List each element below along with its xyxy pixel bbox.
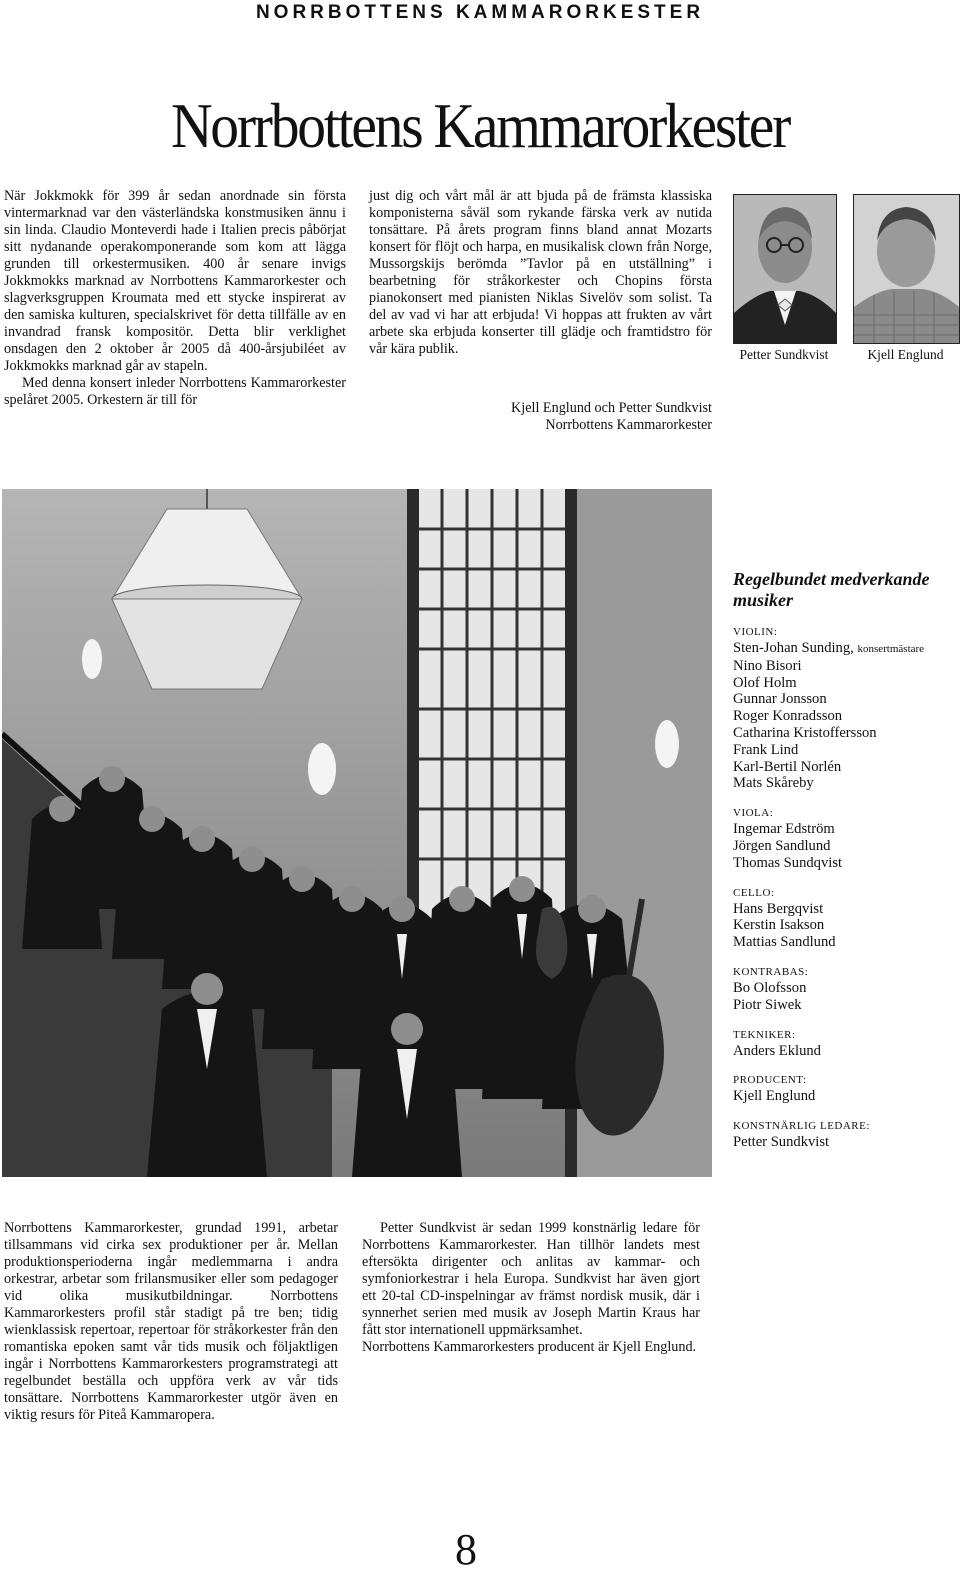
member-name: Bo Olofsson — [733, 979, 807, 996]
member-name: Catharina Kristoffersson — [733, 724, 877, 741]
section-title: KONTRABAS: — [733, 965, 809, 978]
credits-section — [733, 806, 958, 871]
signature-names: Kjell Englund och Petter Sundkvist — [511, 400, 712, 416]
body-paragraph: Norrbottens Kammarorkester, grundad 1991, arbetar tillsammans vid cirka sex produktioner per år. Mellan produktionsperioderna ingår medlemmarna i andra orkestrar, arbetar som frilansmusiker eller som pedagoger vid olika musikutbildningar. Norrbottens Kammarorkesters profil står stadigt på tre ben; tidig wienklassisk repertoar, repertoar för stråkorkester från den romantiska epoken samt vår tids musik och följaktligen ingår i Norrbottens Kammarorkesters programstrategi att regelbundet beställa och uppföra verk av vår tids tonsättare. Norrbottens Kammarorkester utgör även en viktig resurs för Piteå Kammaropera. — [4, 1220, 338, 1423]
intro-left-column — [4, 188, 346, 409]
member-name: Kjell Englund — [733, 1088, 816, 1105]
portrait-photo-kjell — [853, 194, 960, 344]
member-role: konsertmästare — [857, 643, 925, 655]
bottom-left-column — [4, 1220, 338, 1424]
section-title: PRODUCENT: — [733, 1074, 807, 1087]
signature — [369, 400, 712, 434]
orchestra-photo-icon — [2, 489, 712, 1177]
body-paragraph: Petter Sundkvist är sedan 1999 konstnärlig ledare för Norrbottens Kammarorkester. Han tillhör landets mest eftersökta dirigenter och anlitas av kammar- och symfoniorkestrar i hela Europa. Sundkvist har även gjort ett 20-tal CD-inspelningar av främst nordisk musik, där i synnerhet serien med musik av Joseph Martin Kraus har fått stor internationell uppmärksamhet. — [362, 1220, 700, 1338]
portrait-caption: Petter Sundkvist — [739, 347, 829, 362]
intro-paragraph: just dig och vårt mål är att bjuda på de främsta klassiska komponisterna såväl som rykande färska verk av nutida tonsättare. På årets program finns bland annat Mozarts konsert för flöjt och harpa, en musikalisk clown från Norge, Mussorgskijs berömda ”Tavlor på en utställning” i bearbetning för stråkorkester och Chopins första pianokonsert med pianisten Niklas Sivelöv som solist. Ta del av vad vi har att erbjuda! Vi hoppas att frukten av vårt arbete ska erbjuda konserter till glädje och framtidstro för vår kära publik. — [369, 188, 712, 357]
intro-paragraph: När Jokkmokk för 399 år sedan anordnade sin första vintermarknad var den västerländska konstmusiken ännu i sin linda. Claudio Monteverdi hade i Italien precis påbörjat sitt nydanande operakomponerande som kom att lägga grunden till orkestermusiken. 400 år senare invigs Jokkmokks marknad av Norrbottens Kammarorkester och slagverksgruppen Kroumata med ett stycke inspirerat av den samiska kulturen, specialskrivet för detta tillfälle av en invandrad fransk kompositör. Detta blir verklighet onsdagen den 2 oktober år 2005 då 400-årsjubiléet av Jokkmokks marknad går av stapeln. — [4, 188, 346, 374]
member-name: Roger Konradsson — [733, 708, 843, 725]
credits-section — [733, 1119, 958, 1151]
section-title: VIOLIN: — [733, 626, 778, 638]
member-name: Thomas Sundqvist — [733, 854, 843, 871]
member-name: Gunnar Jonsson — [733, 691, 827, 708]
member-name: Petter Sundkvist — [733, 1134, 830, 1151]
member-name: Nino Bisori — [733, 657, 802, 674]
person-silhouette-icon — [734, 195, 836, 343]
credits-section — [733, 625, 958, 792]
member-name: Kerstin Isakson — [733, 917, 825, 934]
section-title: CELLO: — [733, 886, 775, 899]
portrait-photo-petter — [733, 194, 837, 344]
page-title: Norrbottens Kammarorkester — [170, 90, 790, 161]
body-paragraph: Norrbottens Kammarorkesters producent är Kjell Englund. — [362, 1339, 697, 1355]
credits-section — [733, 1073, 958, 1105]
page-number: 8 — [455, 1525, 477, 1574]
section-title: VIOLA: — [733, 807, 774, 820]
credits-section — [733, 965, 958, 1014]
musician-credits — [733, 569, 958, 1165]
intro-right-column — [369, 188, 712, 358]
member-name: Sten-Johan Sunding, konsertmästare — [733, 640, 925, 656]
member-name: Olof Holm — [733, 674, 797, 691]
section-title: KONSTNÄRLIG LEDARE: — [733, 1120, 870, 1133]
member-name: Jörgen Sandlund — [733, 837, 831, 854]
member-name: Mats Skåreby — [733, 775, 814, 792]
credits-section — [733, 1028, 958, 1060]
person-silhouette-icon — [854, 195, 959, 343]
credits-heading: Regelbundet medverkande musiker — [733, 569, 930, 610]
member-name: Ingemar Edström — [733, 821, 835, 838]
signature-org: Norrbottens Kammarorkester — [545, 417, 712, 433]
section-title: TEKNIKER: — [733, 1028, 796, 1041]
member-name: Karl-Bertil Norlén — [733, 758, 842, 775]
intro-paragraph: Med denna konsert inleder Norrbottens Kammarorkester spelåret 2005. Orkestern är till för — [4, 375, 346, 408]
member-name: Mattias Sandlund — [733, 934, 836, 951]
bottom-right-column — [362, 1220, 700, 1356]
portrait-caption: Kjell Englund — [867, 347, 944, 362]
member-name: Hans Bergqvist — [733, 900, 824, 917]
running-header: NORRBOTTENS KAMMARORKESTER — [255, 2, 705, 23]
orchestra-photo — [2, 489, 712, 1177]
member-name: Anders Eklund — [733, 1042, 821, 1059]
credits-section — [733, 886, 958, 951]
member-name: Frank Lind — [733, 741, 799, 758]
member-name: Piotr Siwek — [733, 996, 802, 1013]
